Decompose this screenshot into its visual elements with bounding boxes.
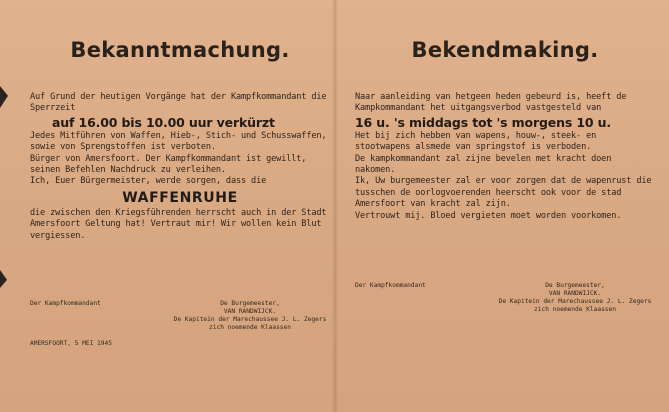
dutch-sig-line-2: VAN RANDWIJCK. bbox=[548, 290, 602, 297]
german-paragraph-2: Jedes Mitführen von Waffen, Hieb-, Stich- und Schusswaffen, sowie von Sprengstoffen ist verboten. bbox=[30, 130, 327, 153]
german-column bbox=[30, 0, 330, 412]
german-sig-line-4: zich noemende Klaassen bbox=[209, 324, 291, 331]
german-paragraph-4: Ich, Euer Bürgermeister, werde sorgen, dass die bbox=[30, 176, 267, 187]
german-sig-line-1: De Burgemeester, bbox=[220, 300, 280, 307]
german-body bbox=[30, 92, 330, 242]
german-sig-kommandant: Der Kampfkommandant bbox=[30, 300, 101, 307]
dutch-sig-line-1: De Burgemeester, bbox=[545, 282, 605, 289]
dutch-sig-block bbox=[495, 282, 655, 314]
dutch-sig-kommandant: Der Kampfkommandant bbox=[355, 282, 426, 289]
german-curfew-time: auf 16.00 bis 10.00 uur verkürzt bbox=[52, 114, 275, 130]
dutch-paragraph-2: Het bij zich hebben van wapens, houw-, steek- en stootwapens alsmede van springstof is verboden. bbox=[355, 130, 597, 153]
dutch-sig-line-4: zich noemende Klaassen bbox=[534, 306, 616, 313]
dutch-paragraph-1: Naar aanleiding van hetgeen heden gebeurd is, heeft de Kampkommandant het uitgangsverbod vastgesteld van bbox=[355, 92, 627, 114]
dutch-curfew-time: 16 u. 's middags tot 's morgens 10 u. bbox=[355, 114, 611, 130]
german-paragraph-5: die zwischen den Kriegsführenden herrscht auch in der Stadt Amersfoort Geltung hat! Vertraut mir! Wir wollen kein Blut vergiessen. bbox=[30, 207, 327, 241]
german-date: AMERSFOORT, 5 MEI 1945 bbox=[30, 340, 112, 347]
dutch-paragraph-4: Ik, Uw burgemeester zal er voor zorgen dat de wapenrust die tusschen de oorlogvoerenden heerscht ook voor de stad Amersfoort van kracht zal zijn. bbox=[355, 176, 652, 210]
german-sig-line-2: VAN RANDWIJCK. bbox=[223, 308, 277, 315]
dutch-body bbox=[355, 92, 655, 222]
german-paragraph-1: Auf Grund der heutigen Vorgänge hat der Kampfkommandant die Sperrzeit bbox=[30, 92, 327, 114]
dutch-sig-line-3: De Kapitein der Marechaussee J. L. Zegers bbox=[498, 298, 652, 305]
dutch-paragraph-3: De kampkommandant zal zijne bevelen met kracht doen nakomen. bbox=[355, 153, 612, 176]
dutch-column bbox=[355, 0, 655, 412]
dutch-title: Bekendmaking. bbox=[411, 38, 599, 62]
german-truce-heading: WAFFENRUHE bbox=[122, 189, 238, 206]
german-paragraph-3: Bürger von Amersfoort. Der Kampfkommandant ist gewillt, seinen Befehlen Nachdruck zu verleihen. bbox=[30, 153, 307, 176]
torn-edge bbox=[0, 270, 7, 288]
center-fold bbox=[332, 0, 338, 412]
german-sig-line-3: De Kapitein der Marechaussee J. L. Zegers bbox=[173, 316, 327, 323]
torn-edge bbox=[0, 86, 8, 108]
german-title: Bekanntmachung. bbox=[70, 38, 290, 62]
dutch-paragraph-5: Vertrouwt mij. Bloed vergieten moet worden voorkomen. bbox=[355, 210, 622, 221]
german-sig-block bbox=[170, 300, 330, 332]
